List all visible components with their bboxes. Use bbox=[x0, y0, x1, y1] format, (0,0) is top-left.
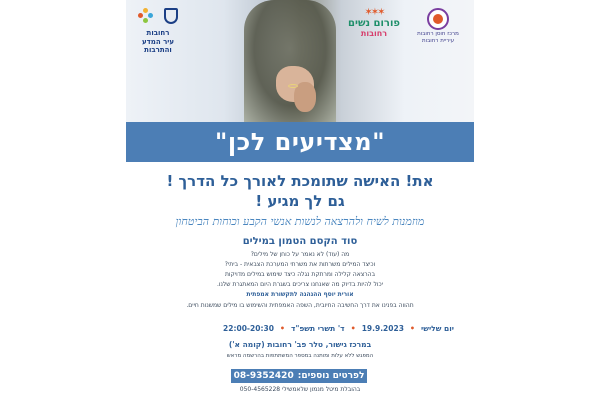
footer-contact: בהובלת מיטל מנמון שלאמשילי 050-4565228 bbox=[239, 386, 361, 393]
free-note: המפגש ללא עלות ומותנה במספר המשתתפות בהרשמה מראש bbox=[226, 353, 374, 359]
speaker-line: אורית יוסף ההנהגה לתקשורת אמפתית bbox=[246, 291, 354, 298]
forum-stars-icon: ✶✶✶ bbox=[364, 7, 384, 18]
schedule-time: 22:00-20:30 bbox=[223, 324, 274, 333]
closing-line: תהווה בפנינו את דרך החשיבה החיובית, השפה האמפתית והשימוש בו מילים שמשנות חיים. bbox=[186, 302, 414, 309]
forum-logo-line1: פורום נשים bbox=[348, 18, 400, 29]
womens-forum-logo bbox=[346, 8, 402, 38]
rehovot-city-logo bbox=[128, 8, 188, 54]
forum-logo-line2: רחובות bbox=[360, 29, 388, 38]
location: במרכז גישור, טלר פב' רחובות (קומה א') bbox=[228, 340, 372, 349]
body-line-2: וכיצד המילים משרתות את משרתי המערכת הצבאית - ביתי? bbox=[224, 261, 376, 268]
center-logo-line1: מרכז חוסן רחובות bbox=[417, 31, 459, 37]
resilience-center-logo bbox=[410, 8, 466, 45]
city-logo-line3: והתרבות bbox=[144, 46, 172, 54]
ring-image bbox=[288, 84, 298, 88]
separator-dot-icon: • bbox=[279, 324, 286, 333]
body-line-3: בהרצאה קלילה ומרתקת נגלה כיצד שימוש במילים מדויקות bbox=[224, 271, 376, 278]
city-spark-icon bbox=[138, 8, 154, 24]
separator-dot-icon: • bbox=[350, 324, 356, 333]
schedule-hebrew-date: ד' תשרי תשפ"ד bbox=[291, 324, 345, 333]
center-logo-icon bbox=[427, 8, 449, 30]
city-logo-line1: רחובות bbox=[146, 29, 170, 37]
body-line-1: מה (עוד) לא נאמר על כוחן של מילים? bbox=[250, 251, 350, 258]
poster-title: "מצדיעים לכן" bbox=[214, 128, 386, 156]
headline-2: גם לך מגיע ! bbox=[255, 192, 345, 210]
invitation-subtitle: מוזמנות לשיח ולהרצאה לנשות אנשי הקבע וכוחות הביטחון bbox=[175, 215, 425, 228]
center-logo-line2: עיריית רחובות bbox=[421, 38, 455, 44]
headline-1: את! האישה שתומכת לאורך כל הדרך ! bbox=[166, 172, 434, 190]
header-photo bbox=[126, 0, 474, 122]
city-logo-line2: עיר המדע bbox=[141, 38, 175, 46]
title-band bbox=[126, 122, 474, 162]
event-poster bbox=[126, 0, 474, 400]
section-title: סוד הקסם הטמון במילים bbox=[242, 236, 358, 247]
info-phone[interactable]: 08-9352420 bbox=[233, 371, 294, 381]
separator-dot-icon: • bbox=[409, 324, 416, 333]
schedule-row bbox=[126, 324, 474, 333]
info-label: לפרטים נוספים: bbox=[297, 371, 365, 381]
body-line-4: יכול להיות בדיוק מה שאנחנו צריכים בשגרת היום המאתגרת שלנו. bbox=[216, 281, 384, 288]
schedule-day: יום שלישי bbox=[421, 324, 454, 333]
city-crest-icon bbox=[164, 8, 178, 24]
schedule-date: 19.9.2023 bbox=[361, 324, 404, 333]
info-bar bbox=[231, 369, 367, 383]
uniform-jacket-image bbox=[244, 0, 336, 122]
